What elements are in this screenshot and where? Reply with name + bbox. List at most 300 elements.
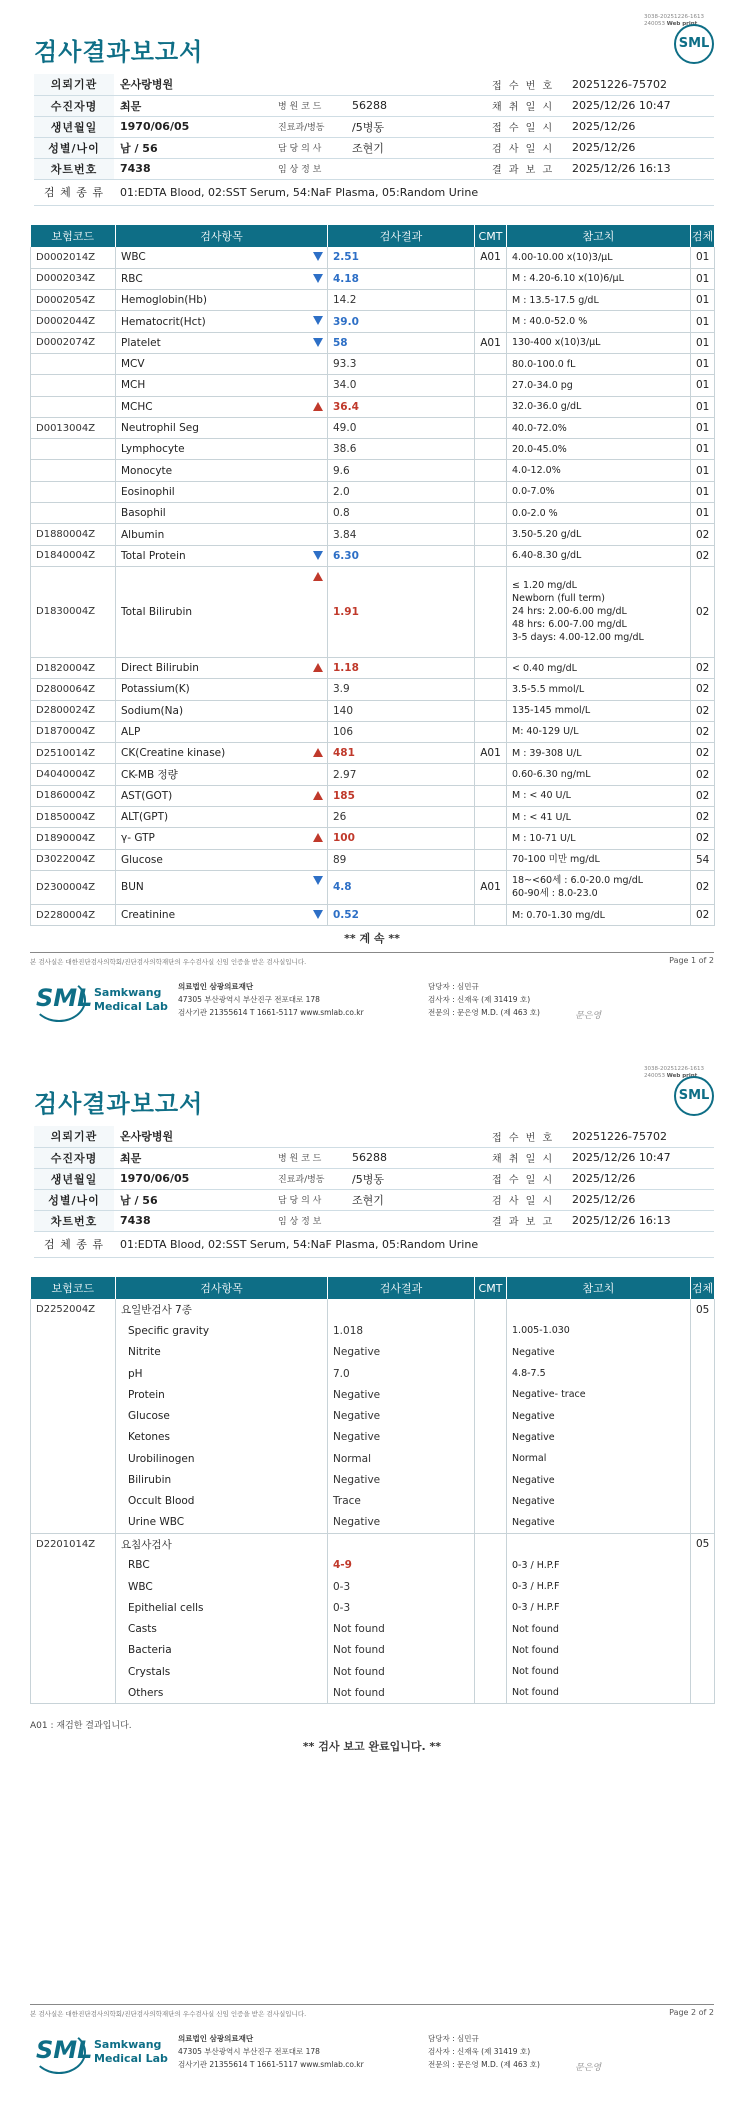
test-result: 2.51 xyxy=(328,247,475,268)
col-code: 보험코드 xyxy=(31,225,116,247)
specimen-code: 02 xyxy=(691,700,715,721)
test-name: Ketones xyxy=(116,1427,328,1448)
test-name-label: Albumin xyxy=(121,528,165,541)
test-name: Nitrite xyxy=(116,1342,328,1363)
test-name-label: γ- GTP xyxy=(121,832,155,845)
test-name-label: Creatinine xyxy=(121,909,176,922)
test-name: Urine WBC xyxy=(116,1512,328,1533)
specimen-code: 05 xyxy=(691,1533,715,1554)
test-cmt xyxy=(475,460,507,481)
test-cmt xyxy=(475,807,507,828)
test-cmt xyxy=(475,290,507,311)
specimen-code: 02 xyxy=(691,721,715,742)
sml-logo-icon: SML xyxy=(674,1076,714,1116)
table-row xyxy=(31,1342,715,1363)
test-result: 3.84 xyxy=(328,524,475,545)
specimen-code: 54 xyxy=(691,849,715,870)
high-flag-icon xyxy=(313,572,323,581)
test-result: 2.97 xyxy=(328,764,475,785)
test-name-label: Total Protein xyxy=(121,549,186,562)
specimen-code: 01 xyxy=(691,375,715,396)
test-name xyxy=(116,828,328,849)
test-result: 2.0 xyxy=(328,481,475,502)
test-cmt xyxy=(475,396,507,417)
test-cmt xyxy=(475,524,507,545)
test-result: 9.6 xyxy=(328,460,475,481)
test-result: 140 xyxy=(328,700,475,721)
col-code: 보험코드 xyxy=(31,1277,116,1299)
test-result: 36.4 xyxy=(328,396,475,417)
test-code: D2510014Z xyxy=(31,743,116,764)
table-row xyxy=(31,353,715,374)
test-name xyxy=(116,849,328,870)
test-name xyxy=(116,481,328,502)
test-name-label: CK(Creatine kinase) xyxy=(121,747,226,760)
low-flag-icon xyxy=(313,910,323,919)
test-result: Negative xyxy=(328,1469,475,1490)
specimen-code: 02 xyxy=(691,785,715,806)
test-result: 1.91 xyxy=(328,566,475,657)
table-row xyxy=(31,870,715,904)
test-cmt xyxy=(475,764,507,785)
specimen-code: 02 xyxy=(691,545,715,566)
col-result: 검사결과 xyxy=(328,225,475,247)
test-name-label: Hemoglobin(Hb) xyxy=(121,294,208,307)
reference-range: 0.60-6.30 ng/mL xyxy=(507,764,691,785)
table-row xyxy=(31,1384,715,1405)
reference-range: 130-400 x(10)3/μL xyxy=(507,332,691,353)
table-row xyxy=(31,545,715,566)
test-name-label: Eosinophil xyxy=(121,485,175,498)
reference-range: 18~<60세 : 6.0-20.0 mg/dL 60-90세 : 8.0-23.0 xyxy=(507,870,691,904)
reference-range: 70-100 미만 mg/dL xyxy=(507,849,691,870)
group-name: 요침사검사 xyxy=(116,1533,328,1554)
table-row xyxy=(31,1661,715,1682)
results-table-page1 xyxy=(30,225,715,926)
reference-range: 1.005-1.030 xyxy=(507,1320,691,1341)
test-code: D1830004Z xyxy=(31,566,116,657)
col-spec: 검체 xyxy=(691,1277,715,1299)
low-flag-icon xyxy=(313,252,323,261)
test-result: Negative xyxy=(328,1512,475,1533)
table-row xyxy=(31,268,715,289)
reference-range: 0-3 / H.P.F xyxy=(507,1576,691,1597)
test-result: 49.0 xyxy=(328,417,475,438)
reference-range: Not found xyxy=(507,1640,691,1661)
test-name-label: AST(GOT) xyxy=(121,789,173,802)
reference-range: Normal xyxy=(507,1448,691,1469)
page-number: Page 1 of 2 xyxy=(669,956,714,965)
test-result: 481 xyxy=(328,743,475,764)
footer xyxy=(30,2032,714,2092)
low-flag-icon xyxy=(313,316,323,325)
test-name-label: RBC xyxy=(121,272,143,285)
cert-note: 본 검사실은 대한진단검사의학회/진단검사의학재단의 우수검사실 신임 인증을 받은 검사실입니다. xyxy=(30,2010,307,2018)
low-flag-icon xyxy=(313,338,323,347)
high-flag-icon xyxy=(313,402,323,411)
test-name-label: Glucose xyxy=(121,853,163,866)
test-result: 106 xyxy=(328,721,475,742)
table-row xyxy=(31,311,715,332)
table-row xyxy=(31,904,715,925)
test-name xyxy=(116,503,328,524)
test-cmt xyxy=(475,353,507,374)
test-code: D0013004Z xyxy=(31,417,116,438)
test-name-label: ALT(GPT) xyxy=(121,811,169,824)
test-cmt xyxy=(475,311,507,332)
samkwang-logo-icon: SML Samkwang Medical Lab xyxy=(36,982,186,1032)
group-row xyxy=(31,1533,715,1554)
table-row xyxy=(31,1597,715,1618)
reference-range: < 0.40 mg/dL xyxy=(507,657,691,678)
staff-info: 담당자 : 심민규 검사자 : 신재욱 (제 31419 호) 전문의 : 문은영 M.D. (제 463 호) xyxy=(428,2034,540,2069)
reference-range: 0.0-7.0% xyxy=(507,481,691,502)
table-row xyxy=(31,247,715,268)
reference-range: 4.8-7.5 xyxy=(507,1363,691,1384)
test-result: 14.2 xyxy=(328,290,475,311)
results-table-page2 xyxy=(30,1277,715,1704)
col-ref: 참고치 xyxy=(507,225,691,247)
test-result: Negative xyxy=(328,1384,475,1405)
test-result: 185 xyxy=(328,785,475,806)
test-cmt xyxy=(475,375,507,396)
test-result: 39.0 xyxy=(328,311,475,332)
table-row xyxy=(31,439,715,460)
test-cmt xyxy=(475,828,507,849)
test-code: D0002074Z xyxy=(31,332,116,353)
reference-range: 3.50-5.20 g/dL xyxy=(507,524,691,545)
test-code: D3022004Z xyxy=(31,849,116,870)
institution-info: 의료법인 삼광의료재단 47305 부산광역시 부산진구 전포대로 178 검사기관 21355614 T 1661-5117 www.smlab.co.kr xyxy=(178,982,364,1017)
signature: 문은영 xyxy=(575,2063,602,2073)
test-cmt xyxy=(475,849,507,870)
test-result: 0-3 xyxy=(328,1597,475,1618)
low-flag-icon xyxy=(313,876,323,885)
test-name xyxy=(116,743,328,764)
test-name-label: MCHC xyxy=(121,400,153,413)
test-name: Others xyxy=(116,1682,328,1703)
table-row xyxy=(31,1363,715,1384)
test-name xyxy=(116,439,328,460)
specimen-code: 02 xyxy=(691,764,715,785)
page-title: 검사결과보고서 xyxy=(34,1090,204,1118)
test-code: D2300004Z xyxy=(31,870,116,904)
reference-range: 20.0-45.0% xyxy=(507,439,691,460)
specimen-code: 01 xyxy=(691,290,715,311)
reference-range: M : 39-308 U/L xyxy=(507,743,691,764)
test-name xyxy=(116,353,328,374)
low-flag-icon xyxy=(313,274,323,283)
reference-range: Not found xyxy=(507,1661,691,1682)
test-name: Bacteria xyxy=(116,1640,328,1661)
table-row xyxy=(31,1491,715,1512)
test-result: 4-9 xyxy=(328,1555,475,1576)
test-result: 26 xyxy=(328,807,475,828)
test-name-label: Sodium(Na) xyxy=(121,704,184,717)
table-row xyxy=(31,1427,715,1448)
reference-range: 4.00-10.00 x(10)3/μL xyxy=(507,247,691,268)
test-result: Trace xyxy=(328,1491,475,1512)
test-code: D0002044Z xyxy=(31,311,116,332)
continued-note: ** 계 속 ** xyxy=(344,932,400,945)
test-name: Occult Blood xyxy=(116,1491,328,1512)
reference-range: 80.0-100.0 fL xyxy=(507,353,691,374)
reference-range: 135-145 mmol/L xyxy=(507,700,691,721)
table-row xyxy=(31,764,715,785)
test-result: 4.18 xyxy=(328,268,475,289)
table-row xyxy=(31,849,715,870)
test-code: D2800064Z xyxy=(31,679,116,700)
test-result: 38.6 xyxy=(328,439,475,460)
test-cmt: A01 xyxy=(475,332,507,353)
col-cmt: CMT xyxy=(475,1277,507,1299)
test-result: Negative xyxy=(328,1342,475,1363)
test-name-label: CK-MB 정량 xyxy=(121,769,178,782)
table-row xyxy=(31,290,715,311)
specimen-code: 02 xyxy=(691,679,715,700)
test-cmt xyxy=(475,785,507,806)
reference-range: M : 13.5-17.5 g/dL xyxy=(507,290,691,311)
reference-range: ≤ 1.20 mg/dL Newborn (full term) 24 hrs: 2.00-6.00 mg/dL 48 hrs: 6.00-7.00 mg/dL 3-5 days: 4.00-12.00 mg/dL xyxy=(507,566,691,657)
test-name-label: Hematocrit(Hct) xyxy=(121,315,206,328)
table-row xyxy=(31,1618,715,1639)
test-name xyxy=(116,417,328,438)
test-name xyxy=(116,545,328,566)
test-name xyxy=(116,807,328,828)
test-name xyxy=(116,332,328,353)
test-name xyxy=(116,460,328,481)
test-name-label: BUN xyxy=(121,881,144,894)
test-name xyxy=(116,904,328,925)
test-cmt xyxy=(475,721,507,742)
table-row xyxy=(31,481,715,502)
table-row xyxy=(31,375,715,396)
reference-range: Negative- trace xyxy=(507,1384,691,1405)
test-cmt xyxy=(475,904,507,925)
test-name xyxy=(116,700,328,721)
table-row xyxy=(31,1555,715,1576)
specimen-code: 02 xyxy=(691,828,715,849)
test-code: D4040004Z xyxy=(31,764,116,785)
test-name-label: MCV xyxy=(121,358,145,371)
specimen-code: 02 xyxy=(691,807,715,828)
test-result: 3.9 xyxy=(328,679,475,700)
reference-range: Negative xyxy=(507,1491,691,1512)
table-row xyxy=(31,679,715,700)
report-page-2 xyxy=(0,1052,744,2104)
specimen-code: 01 xyxy=(691,268,715,289)
test-code: D1890004Z xyxy=(31,828,116,849)
table-row xyxy=(31,657,715,678)
table-row xyxy=(31,1469,715,1490)
test-code xyxy=(31,375,116,396)
test-result: 0.8 xyxy=(328,503,475,524)
reference-range: Negative xyxy=(507,1512,691,1533)
test-cmt xyxy=(475,657,507,678)
test-name: Casts xyxy=(116,1618,328,1639)
test-cmt: A01 xyxy=(475,247,507,268)
specimen-code: 02 xyxy=(691,904,715,925)
specimen-code: 01 xyxy=(691,417,715,438)
test-cmt xyxy=(475,417,507,438)
print-code: 3038-20251226-1613 240053 Web print xyxy=(644,1066,704,1079)
test-cmt xyxy=(475,268,507,289)
specimen-code: 01 xyxy=(691,503,715,524)
table-row xyxy=(31,460,715,481)
test-result: 58 xyxy=(328,332,475,353)
test-name: WBC xyxy=(116,1576,328,1597)
table-row xyxy=(31,828,715,849)
table-row xyxy=(31,1405,715,1426)
test-name-label: Lymphocyte xyxy=(121,443,185,456)
reference-range: 0-3 / H.P.F xyxy=(507,1555,691,1576)
high-flag-icon xyxy=(313,833,323,842)
test-code xyxy=(31,481,116,502)
test-result: Negative xyxy=(328,1405,475,1426)
test-code: D1880004Z xyxy=(31,524,116,545)
reference-range: 3.5-5.5 mmol/L xyxy=(507,679,691,700)
table-row xyxy=(31,785,715,806)
test-result: 6.30 xyxy=(328,545,475,566)
test-result: 7.0 xyxy=(328,1363,475,1384)
test-cmt: A01 xyxy=(475,743,507,764)
specimen-code: 01 xyxy=(691,332,715,353)
test-code: D2201014Z xyxy=(31,1533,116,1554)
test-name xyxy=(116,247,328,268)
col-item: 검사항목 xyxy=(116,1277,328,1299)
test-code xyxy=(31,439,116,460)
test-result: 1.018 xyxy=(328,1320,475,1341)
test-name xyxy=(116,657,328,678)
test-result: 1.18 xyxy=(328,657,475,678)
test-result: 34.0 xyxy=(328,375,475,396)
test-name-label: Monocyte xyxy=(121,464,173,477)
test-code: D1870004Z xyxy=(31,721,116,742)
reference-range: 0-3 / H.P.F xyxy=(507,1597,691,1618)
reference-range: M : < 41 U/L xyxy=(507,807,691,828)
reference-range: M : 10-71 U/L xyxy=(507,828,691,849)
test-name xyxy=(116,311,328,332)
test-name: Urobilinogen xyxy=(116,1448,328,1469)
test-result: 0-3 xyxy=(328,1576,475,1597)
reference-range: 6.40-8.30 g/dL xyxy=(507,545,691,566)
reference-range: M : 40.0-52.0 % xyxy=(507,311,691,332)
group-name: 요일반검사 7종 xyxy=(116,1299,328,1320)
test-cmt xyxy=(475,503,507,524)
table-row xyxy=(31,1512,715,1533)
table-row xyxy=(31,396,715,417)
test-result: Not found xyxy=(328,1640,475,1661)
reference-range: M: 0.70-1.30 mg/dL xyxy=(507,904,691,925)
col-item: 검사항목 xyxy=(116,225,328,247)
test-result: 93.3 xyxy=(328,353,475,374)
test-code xyxy=(31,353,116,374)
specimen-code: 02 xyxy=(691,566,715,657)
test-code: D2800024Z xyxy=(31,700,116,721)
test-result: 0.52 xyxy=(328,904,475,925)
reference-range: Not found xyxy=(507,1618,691,1639)
page-number: Page 2 of 2 xyxy=(669,2008,714,2017)
test-code: D0002034Z xyxy=(31,268,116,289)
table-row xyxy=(31,332,715,353)
test-cmt xyxy=(475,679,507,700)
table-row xyxy=(31,1448,715,1469)
test-name xyxy=(116,721,328,742)
test-name: Crystals xyxy=(116,1661,328,1682)
test-name-label: Direct Bilirubin xyxy=(121,662,199,675)
table-row xyxy=(31,743,715,764)
col-spec: 검체 xyxy=(691,225,715,247)
specimen-code: 01 xyxy=(691,460,715,481)
test-name: Glucose xyxy=(116,1405,328,1426)
test-name-label: MCH xyxy=(121,379,146,392)
high-flag-icon xyxy=(313,748,323,757)
table-row xyxy=(31,417,715,438)
reference-range: Not found xyxy=(507,1682,691,1703)
specimen-code: 01 xyxy=(691,481,715,502)
test-name xyxy=(116,524,328,545)
test-result: 4.8 xyxy=(328,870,475,904)
reference-range: 4.0-12.0% xyxy=(507,460,691,481)
test-name: Epithelial cells xyxy=(116,1597,328,1618)
col-ref: 참고치 xyxy=(507,1277,691,1299)
institution-info: 의료법인 삼광의료재단 47305 부산광역시 부산진구 전포대로 178 검사기관 21355614 T 1661-5117 www.smlab.co.kr xyxy=(178,2034,364,2069)
test-result: 100 xyxy=(328,828,475,849)
test-name-label: Platelet xyxy=(121,336,161,349)
high-flag-icon xyxy=(313,663,323,672)
low-flag-icon xyxy=(313,551,323,560)
test-code xyxy=(31,460,116,481)
specimen-code: 01 xyxy=(691,439,715,460)
specimen-code: 02 xyxy=(691,657,715,678)
test-code: D2252004Z xyxy=(31,1299,116,1320)
table-row xyxy=(31,700,715,721)
table-row xyxy=(31,524,715,545)
page-title: 검사결과보고서 xyxy=(34,38,204,66)
specimen-code: 02 xyxy=(691,870,715,904)
test-cmt: A01 xyxy=(475,870,507,904)
test-code: D1820004Z xyxy=(31,657,116,678)
test-code: D1850004Z xyxy=(31,807,116,828)
test-code: D0002054Z xyxy=(31,290,116,311)
test-name xyxy=(116,764,328,785)
test-code: D2280004Z xyxy=(31,904,116,925)
test-name: Specific gravity xyxy=(116,1320,328,1341)
test-code xyxy=(31,396,116,417)
specimen-code: 02 xyxy=(691,524,715,545)
test-cmt xyxy=(475,700,507,721)
test-name xyxy=(116,375,328,396)
specimen-code: 01 xyxy=(691,311,715,332)
reference-range: Negative xyxy=(507,1427,691,1448)
test-name xyxy=(116,870,328,904)
test-name: Bilirubin xyxy=(116,1469,328,1490)
cert-note: 본 검사실은 대한진단검사의학회/진단검사의학재단의 우수검사실 신임 인증을 받은 검사실입니다. xyxy=(30,958,307,966)
reference-range: 27.0-34.0 pg xyxy=(507,375,691,396)
test-code: D0002014Z xyxy=(31,247,116,268)
group-row xyxy=(31,1299,715,1320)
test-code: D1860004Z xyxy=(31,785,116,806)
test-code xyxy=(31,503,116,524)
reference-range: M : 4.20-6.10 x(10)6/μL xyxy=(507,268,691,289)
reference-range: M : < 40 U/L xyxy=(507,785,691,806)
test-result: Not found xyxy=(328,1618,475,1639)
test-name xyxy=(116,396,328,417)
test-name-label: Basophil xyxy=(121,507,166,520)
specimen-code: 05 xyxy=(691,1299,715,1320)
reference-range: Negative xyxy=(507,1405,691,1426)
signature: 문은영 xyxy=(575,1011,602,1021)
